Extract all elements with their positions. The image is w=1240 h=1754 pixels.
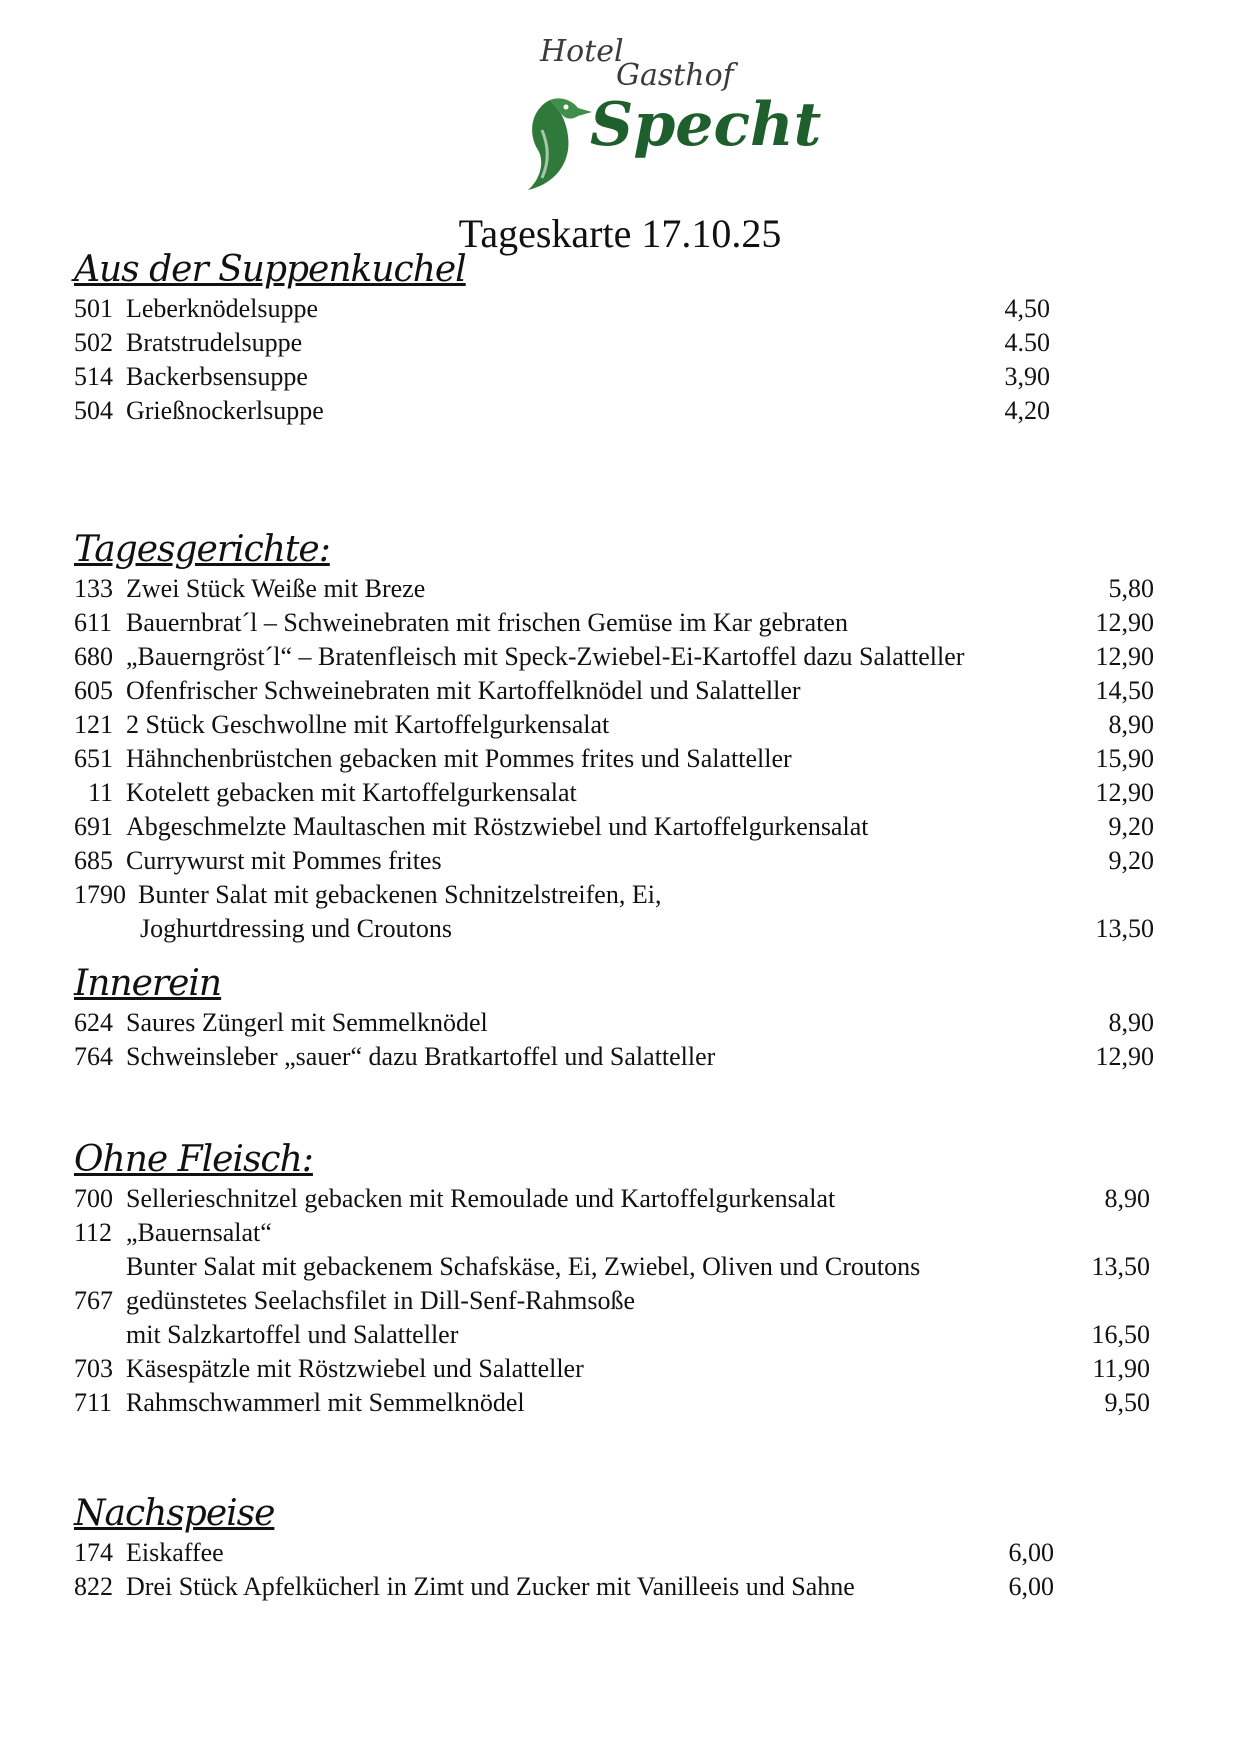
item-description: Sellerieschnitzel gebacken mit Remoulade und Kartoffelgurkensalat bbox=[126, 1184, 836, 1213]
item-description: Hähnchenbrüstchen gebacken mit Pommes frites und Salatteller bbox=[126, 744, 792, 773]
section-tagesgerichte bbox=[74, 528, 1174, 946]
item-number: 504 bbox=[74, 396, 113, 425]
item-description: Schweinsleber „sauer“ dazu Bratkartoffel und Salatteller bbox=[126, 1042, 716, 1071]
menu-item bbox=[74, 844, 1174, 878]
menu-item bbox=[74, 1570, 1174, 1604]
item-number: 651 bbox=[74, 744, 113, 773]
item-description: Bratstrudelsuppe bbox=[126, 328, 303, 357]
item-number: 711 bbox=[74, 1388, 113, 1417]
item-number: 691 bbox=[74, 812, 113, 841]
menu-item bbox=[74, 674, 1174, 708]
item-description: Grießnockerlsuppe bbox=[126, 396, 324, 425]
item-number: 764 bbox=[74, 1042, 113, 1071]
item-number: 112 bbox=[74, 1218, 113, 1247]
item-price: 4,20 bbox=[1004, 396, 1050, 425]
menu-item bbox=[74, 810, 1174, 844]
item-number: 501 bbox=[74, 294, 113, 323]
menu-item bbox=[74, 326, 1174, 360]
menu-item bbox=[74, 572, 1174, 606]
item-price: 9,50 bbox=[1104, 1388, 1150, 1417]
item-price: 4.50 bbox=[1004, 328, 1050, 357]
item-price: 14,50 bbox=[1095, 676, 1154, 705]
item-price: 9,20 bbox=[1108, 812, 1154, 841]
item-number: 11 bbox=[88, 778, 114, 807]
section-title: Tagesgerichte: bbox=[74, 529, 330, 570]
menu-item bbox=[74, 292, 1174, 326]
section-title: Ohne Fleisch: bbox=[74, 1139, 313, 1180]
item-number: 502 bbox=[74, 328, 113, 357]
item-description: Rahmschwammerl mit Semmelknödel bbox=[126, 1388, 525, 1417]
item-description: Backerbsensuppe bbox=[126, 362, 308, 391]
item-description: Ofenfrischer Schweinebraten mit Kartoffelknödel und Salatteller bbox=[126, 676, 801, 705]
menu-item bbox=[74, 1006, 1174, 1040]
menu-item-continuation bbox=[74, 1318, 1174, 1352]
section-title: Innerein bbox=[74, 963, 222, 1004]
item-description: gedünstetes Seelachsfilet in Dill-Senf-Rahmsoße bbox=[126, 1286, 636, 1315]
section-innerein bbox=[74, 962, 1174, 1074]
item-description-continued: Joghurtdressing und Croutons bbox=[140, 914, 452, 943]
item-number: 624 bbox=[74, 1008, 113, 1037]
item-description: Kotelett gebacken mit Kartoffelgurkensalat bbox=[126, 778, 577, 807]
item-number: 767 bbox=[74, 1286, 113, 1315]
item-price: 12,90 bbox=[1095, 608, 1154, 637]
item-description: Drei Stück Apfelkücherl in Zimt und Zucker mit Vanilleeis und Sahne bbox=[126, 1572, 855, 1601]
item-number: 700 bbox=[74, 1184, 113, 1213]
section-title: Nachspeise bbox=[74, 1493, 275, 1534]
menu-item bbox=[74, 1352, 1174, 1386]
menu-item bbox=[74, 776, 1174, 810]
hotel-logo bbox=[520, 30, 822, 190]
section-title: Aus der Suppenkuchel bbox=[74, 249, 466, 290]
page-title: Tageskarte 17.10.25 bbox=[458, 211, 782, 256]
item-price: 13,50 bbox=[1091, 1252, 1150, 1281]
woodpecker-icon bbox=[520, 90, 600, 200]
item-price: 13,50 bbox=[1095, 914, 1154, 943]
item-price: 16,50 bbox=[1091, 1320, 1150, 1349]
section-ohne-fleisch bbox=[74, 1138, 1174, 1420]
menu-item bbox=[74, 1182, 1174, 1216]
item-description: Bunter Salat mit gebackenen Schnitzelstreifen, Ei, bbox=[138, 880, 662, 909]
item-number: 611 bbox=[74, 608, 113, 637]
item-price: 6,00 bbox=[1008, 1572, 1054, 1601]
logo-line-gasthof: Gasthof bbox=[616, 58, 734, 93]
menu-item bbox=[74, 640, 1174, 674]
item-number: 703 bbox=[74, 1354, 113, 1383]
menu-item bbox=[74, 1536, 1174, 1570]
item-number: 133 bbox=[74, 574, 113, 603]
item-number: 121 bbox=[74, 710, 113, 739]
logo-line-specht: Specht bbox=[590, 90, 822, 160]
item-price: 12,90 bbox=[1095, 778, 1154, 807]
menu-item bbox=[74, 742, 1174, 776]
item-description: Eiskaffee bbox=[126, 1538, 224, 1567]
item-description: Zwei Stück Weiße mit Breze bbox=[126, 574, 426, 603]
item-description: „Bauerngröst´l“ – Bratenfleisch mit Speck-Zwiebel-Ei-Kartoffel dazu Salatteller bbox=[126, 642, 965, 671]
item-number: 174 bbox=[74, 1538, 113, 1567]
item-price: 9,20 bbox=[1108, 846, 1154, 875]
item-price: 8,90 bbox=[1104, 1184, 1150, 1213]
item-description: Käsespätzle mit Röstzwiebel und Salatteller bbox=[126, 1354, 584, 1383]
item-price: 3,90 bbox=[1004, 362, 1050, 391]
item-price: 4,50 bbox=[1004, 294, 1050, 323]
menu-item bbox=[74, 708, 1174, 742]
item-description: Bauernbrat´l – Schweinebraten mit frischen Gemüse im Kar gebraten bbox=[126, 608, 848, 637]
item-number: 822 bbox=[74, 1572, 113, 1601]
item-description: Leberknödelsuppe bbox=[126, 294, 319, 323]
menu-item bbox=[74, 360, 1174, 394]
item-price: 8,90 bbox=[1108, 1008, 1154, 1037]
item-description: Saures Züngerl mit Semmelknödel bbox=[126, 1008, 488, 1037]
item-description: Currywurst mit Pommes frites bbox=[126, 846, 442, 875]
item-number: 1790 bbox=[74, 880, 126, 909]
menu-item bbox=[74, 1386, 1174, 1420]
item-number: 680 bbox=[74, 642, 113, 671]
item-price: 12,90 bbox=[1095, 1042, 1154, 1071]
menu-item bbox=[74, 1216, 1174, 1250]
item-price: 15,90 bbox=[1095, 744, 1154, 773]
menu-item bbox=[74, 1040, 1174, 1074]
item-description: „Bauernsalat“ bbox=[126, 1218, 272, 1247]
item-description: 2 Stück Geschwollne mit Kartoffelgurkensalat bbox=[126, 710, 610, 739]
item-price: 6,00 bbox=[1008, 1538, 1054, 1567]
item-description-continued: Bunter Salat mit gebackenem Schafskäse, Ei, Zwiebel, Oliven und Croutons bbox=[126, 1252, 921, 1281]
menu-item bbox=[74, 606, 1174, 640]
section-suppen bbox=[74, 248, 1174, 428]
item-number: 685 bbox=[74, 846, 113, 875]
section-nachspeise bbox=[74, 1492, 1174, 1604]
item-price: 5,80 bbox=[1108, 574, 1154, 603]
item-price: 11,90 bbox=[1092, 1354, 1150, 1383]
menu-item-continuation bbox=[74, 1250, 1174, 1284]
menu-item-continuation bbox=[74, 912, 1174, 946]
item-description-continued: mit Salzkartoffel und Salatteller bbox=[126, 1320, 459, 1349]
item-description: Abgeschmelzte Maultaschen mit Röstzwiebel und Kartoffelgurkensalat bbox=[126, 812, 869, 841]
item-number: 605 bbox=[74, 676, 113, 705]
item-number: 514 bbox=[74, 362, 113, 391]
item-price: 8,90 bbox=[1108, 710, 1154, 739]
item-price: 12,90 bbox=[1095, 642, 1154, 671]
logo-line-hotel: Hotel bbox=[540, 34, 624, 69]
menu-item bbox=[74, 394, 1174, 428]
menu-item bbox=[74, 1284, 1174, 1318]
menu-item bbox=[74, 878, 1174, 912]
